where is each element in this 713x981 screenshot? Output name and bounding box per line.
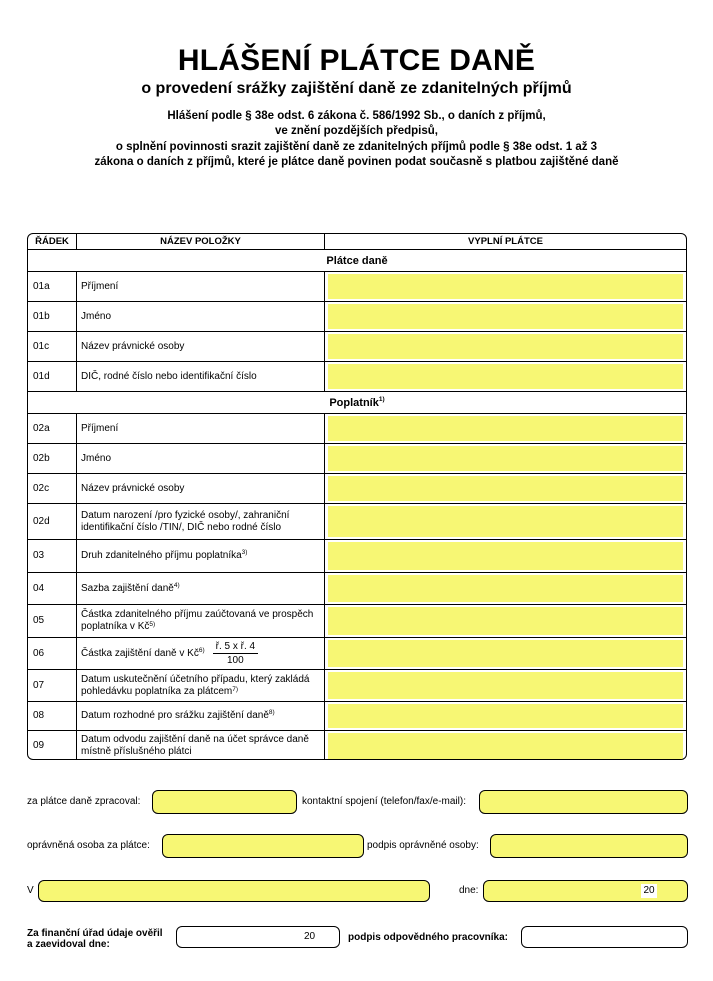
signature-authorized-field[interactable] bbox=[490, 834, 688, 858]
processed-by-label: za plátce daně zpracoval: bbox=[27, 796, 141, 807]
row-label: Název právnické osoby bbox=[77, 474, 325, 503]
column-header-code: ŘÁDEK bbox=[28, 234, 77, 249]
table-row bbox=[28, 332, 686, 362]
section-taxpayer-label: Poplatník bbox=[329, 396, 379, 409]
table-row: 03 Druh zdanitelného příjmu poplatníka $^{3)}$ bbox=[28, 540, 686, 573]
row-label: Částka zajištění daně v Kč bbox=[81, 647, 199, 659]
row-code: 07 bbox=[28, 670, 77, 701]
row-code: 02b bbox=[28, 444, 77, 473]
row-label: Jméno bbox=[77, 302, 325, 331]
office-label-line-2: a zaevidoval dne: bbox=[27, 939, 110, 950]
row-label: Datum odvodu zajištění daně na účet správce daně místně příslušného plátci bbox=[77, 731, 325, 760]
description-line-1: Hlášení podle § 38e odst. 6 zákona č. 586/1992 Sb., o daních z příjmů, bbox=[167, 110, 546, 122]
income-type-field[interactable] bbox=[328, 542, 683, 570]
authorized-person-label: oprávněná osoba za plátce: bbox=[27, 840, 150, 851]
form-table bbox=[27, 233, 687, 760]
table-row: 06 Částka zajištění daně v Kč $^{6)}$ $\frac{\text{ř. 5 x ř. 4}}{100}$ bbox=[28, 638, 686, 670]
processed-by-field[interactable] bbox=[152, 790, 297, 814]
row-code: 01b bbox=[28, 302, 77, 331]
row-label: Název právnické osoby bbox=[77, 332, 325, 361]
place-field[interactable] bbox=[38, 880, 430, 902]
row-code: 01c bbox=[28, 332, 77, 361]
formula-denominator: 100 bbox=[227, 655, 244, 666]
office-date-year-prefix: 20 bbox=[304, 931, 316, 942]
payer-company-name-field[interactable] bbox=[328, 334, 683, 359]
description-line-2: ve znění pozdějších předpisů, bbox=[275, 125, 438, 137]
table-row bbox=[28, 302, 686, 332]
section-payer bbox=[28, 250, 686, 272]
table-row: 04 Sazba zajištění daně $^{4)}$ bbox=[28, 573, 686, 605]
formula-fraction bbox=[213, 641, 258, 666]
income-amount-field[interactable] bbox=[328, 607, 683, 635]
row-label: DIČ, rodné číslo nebo identifikační číslo bbox=[77, 362, 325, 391]
date-field[interactable] bbox=[483, 880, 688, 902]
row-code: 02d bbox=[28, 504, 77, 539]
section-taxpayer: Poplatník $^{1)}$ bbox=[28, 392, 686, 414]
contact-label: kontaktní spojení (telefon/fax/e-mail): bbox=[302, 796, 466, 807]
table-row bbox=[28, 670, 686, 702]
office-date-field[interactable] bbox=[176, 926, 340, 948]
table-row bbox=[28, 605, 686, 638]
taxpayer-firstname-field[interactable] bbox=[328, 446, 683, 471]
table-row bbox=[28, 504, 686, 540]
row-label: Částka zdanitelného příjmu zaúčtovaná ve prospěch poplatníka v $Kč^{5)}$ bbox=[81, 609, 314, 632]
row-label: Příjmení bbox=[77, 272, 325, 301]
table-row bbox=[28, 272, 686, 302]
taxpayer-birthdate-tin-field[interactable] bbox=[328, 506, 683, 537]
row-label: Sazba zajištění daně bbox=[81, 582, 174, 594]
row-code: 05 bbox=[28, 605, 77, 637]
row-code: 02a bbox=[28, 414, 77, 443]
taxpayer-company-name-field[interactable] bbox=[328, 476, 683, 501]
signature-authorized-label: podpis oprávněné osoby: bbox=[367, 840, 479, 851]
description-line-4: zákona o daních z příjmů, které je plátce daně povinen podat současně s platbou zajištěné daně bbox=[94, 156, 619, 168]
payer-tax-id-field[interactable] bbox=[328, 364, 683, 389]
row-label: Datum narození /pro fyzické osoby/, zahraniční identifikační číslo /TIN/, DIČ nebo rodné číslo bbox=[77, 504, 325, 539]
footnote-marker: 5) bbox=[149, 621, 156, 628]
row-label: Datum rozhodné pro srážku zajištění daně bbox=[81, 710, 269, 721]
formula-numerator: ř. 5 x ř. 4 bbox=[213, 641, 258, 654]
row-label: Datum uskutečnění účetního případu, který zakládá pohledávku poplatníka za plátcem$^{7)}$ bbox=[81, 673, 310, 697]
table-row bbox=[28, 474, 686, 504]
footnote-marker: 7) bbox=[232, 685, 238, 693]
payer-firstname-field[interactable] bbox=[328, 304, 683, 329]
taxpayer-surname-field[interactable] bbox=[328, 416, 683, 441]
date-year-prefix: 20 bbox=[641, 884, 657, 898]
payment-date-field[interactable] bbox=[328, 733, 683, 759]
row-code: 01d bbox=[28, 362, 77, 391]
office-label-line-1: Za finanční úřad údaje ověřil bbox=[27, 928, 163, 939]
column-header-fill: VYPLNÍ PLÁTCE bbox=[468, 235, 543, 247]
tax-security-amount-field[interactable] bbox=[328, 640, 683, 667]
table-row bbox=[28, 362, 686, 392]
column-header-name: NÁZEV POLOŽKY bbox=[77, 234, 325, 249]
payer-surname-field[interactable] bbox=[328, 274, 683, 299]
form-title: HLÁŠENÍ PLÁTCE DANĚ bbox=[177, 44, 536, 77]
form-subtitle: o provedení srážky zajištění daně ze zdanitelných příjmů bbox=[141, 80, 572, 97]
officer-signature-field[interactable] bbox=[521, 926, 688, 948]
row-label: Příjmení bbox=[77, 414, 325, 443]
row-code: 02c bbox=[28, 474, 77, 503]
row-code: 03 bbox=[28, 540, 77, 572]
table-row bbox=[28, 414, 686, 444]
row-code: 01a bbox=[28, 272, 77, 301]
table-row: 08 Datum rozhodné pro srážku zajištění daně $^{8)}$ bbox=[28, 702, 686, 731]
table-header-row bbox=[28, 234, 686, 250]
description-line-3: o splnění povinnosti srazit zajištění daně ze zdanitelných příjmů podle § 38e odst. 1 až 3 bbox=[115, 141, 598, 153]
row-label: Druh zdanitelného příjmu poplatníka bbox=[81, 550, 242, 561]
contact-field[interactable] bbox=[479, 790, 688, 814]
office-label bbox=[27, 928, 163, 950]
deduction-date-field[interactable] bbox=[328, 704, 683, 728]
table-row bbox=[28, 731, 686, 760]
place-label: V bbox=[27, 885, 34, 896]
table-row bbox=[28, 444, 686, 474]
date-label: dne: bbox=[459, 885, 479, 896]
tax-rate-field[interactable] bbox=[328, 575, 683, 602]
row-label: Jméno bbox=[77, 444, 325, 473]
row-code: 09 bbox=[28, 731, 77, 760]
row-code: 04 bbox=[28, 573, 77, 604]
accounting-date-field[interactable] bbox=[328, 672, 683, 699]
row-code: 08 bbox=[28, 702, 77, 730]
section-payer-label: Plátce daně bbox=[326, 254, 388, 267]
authorized-person-field[interactable] bbox=[162, 834, 364, 858]
officer-signature-label: podpis odpovědného pracovníka: bbox=[348, 932, 509, 943]
row-code: 06 bbox=[28, 638, 77, 669]
